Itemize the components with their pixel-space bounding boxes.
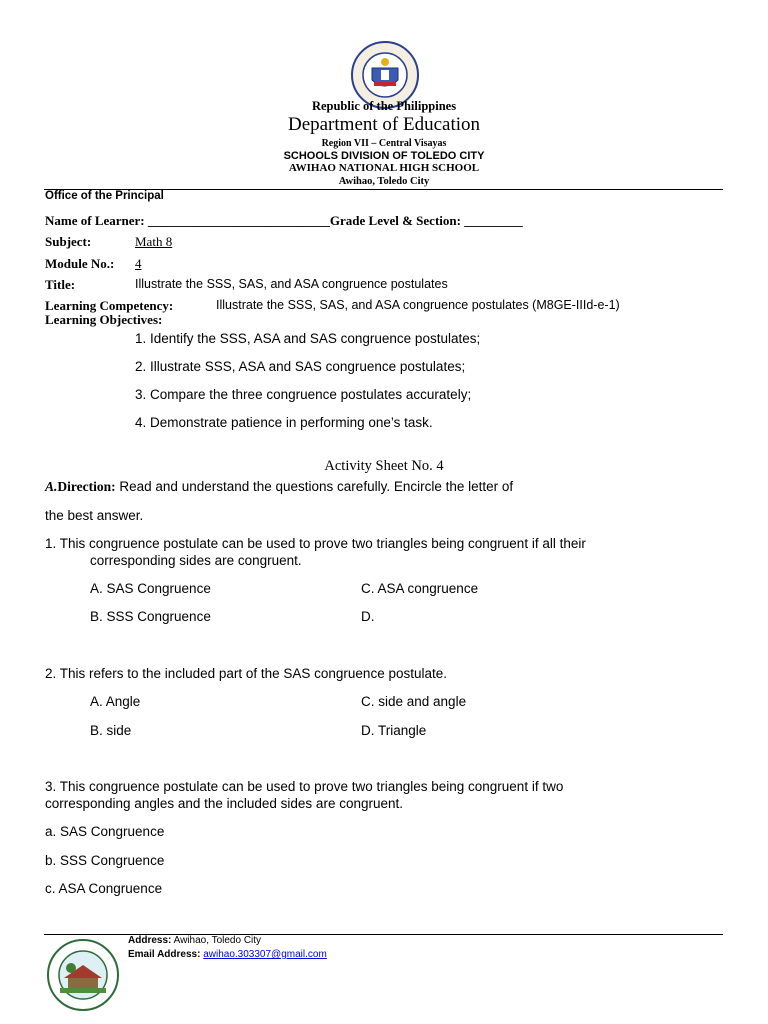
header-location: Awihao, Toledo City (338, 176, 430, 187)
competency-value: Illustrate the SSS, SAS, and ASA congruence postulates (M8GE-IIId-e-1) (216, 298, 620, 312)
name-label: Name of Learner: (45, 213, 145, 228)
module-label: Module No.: (45, 256, 115, 271)
grade-label: Grade Level & Section: (329, 213, 461, 228)
competency-label: Learning Competency: (45, 298, 174, 313)
direction-label: Direction: (57, 479, 116, 494)
header-republic: Republic of the Philippines (311, 99, 457, 113)
objective-item: 4. Demonstrate patience in performing one’s task. (135, 415, 433, 430)
question-3-choice-c[interactable]: c. ASA Congruence (45, 881, 163, 896)
school-seal (46, 938, 120, 1012)
header-school: AWIHAO NATIONAL HIGH SCHOOL (288, 162, 480, 174)
question-1-line1: 1. This congruence postulate can be used to prove two triangles being congruent if all their (45, 536, 586, 551)
question-3-choice-a[interactable]: a. SAS Congruence (45, 824, 165, 839)
email-line (128, 949, 327, 960)
direction-letter: A. (45, 479, 58, 494)
objective-item: 2. Illustrate SSS, ASA and SAS congruence postulates; (135, 359, 466, 374)
question-2-line1: 2. This refers to the included part of the SAS congruence postulate. (45, 666, 447, 681)
activity-title: Activity Sheet No. 4 (324, 458, 444, 474)
direction-line (45, 478, 513, 495)
question-2-choice-b[interactable]: B. side (90, 723, 132, 738)
objectives-label: Learning Objectives: (45, 312, 163, 327)
question-3-line2: corresponding angles and the included sides are congruent. (45, 796, 403, 811)
question-1-choice-b[interactable]: B. SSS Congruence (90, 609, 211, 624)
direction-text: Read and understand the questions carefully. Encircle the letter of (119, 479, 514, 494)
address-value: Awihao, Toledo City (173, 935, 262, 946)
question-1-choice-a[interactable]: A. SAS Congruence (90, 581, 211, 596)
office-label: Office of the Principal (45, 190, 164, 202)
address-label: Address: (128, 935, 172, 946)
question-2-choice-d[interactable]: D. Triangle (361, 723, 427, 738)
header-region: Region VII – Central Visayas (321, 138, 447, 149)
module-value: 4 (135, 256, 142, 271)
title-label: Title: (45, 277, 76, 292)
address-line (128, 935, 261, 946)
header-division: SCHOOLS DIVISION OF TOLEDO CITY (283, 150, 485, 162)
name-blank[interactable]: ____________________________ (147, 213, 330, 228)
subject-value: Math 8 (135, 234, 173, 249)
question-1-choice-d[interactable]: D. (361, 609, 375, 624)
objective-item: 1. Identify the SSS, ASA and SAS congruence postulates; (135, 331, 481, 346)
question-3-line1: 3. This congruence postulate can be used to prove two triangles being congruent if two (45, 779, 564, 794)
grade-blank[interactable]: _________ (464, 213, 523, 228)
subject-label: Subject: (45, 234, 92, 249)
question-2-choice-c[interactable]: C. side and angle (361, 694, 467, 709)
question-1-choice-c[interactable]: C. ASA congruence (361, 581, 479, 596)
direction-cont: the best answer. (45, 508, 144, 523)
question-1-line2: corresponding sides are congruent. (90, 553, 302, 568)
email-link[interactable]: awihao.303307@gmail.com (203, 949, 327, 960)
question-3-choice-b[interactable]: b. SSS Congruence (45, 853, 165, 868)
name-row (45, 213, 523, 229)
email-label: Email Address: (128, 949, 201, 960)
header-department: Department of Education (287, 114, 481, 135)
question-2-choice-a[interactable]: A. Angle (90, 694, 141, 709)
title-value: Illustrate the SSS, SAS, and ASA congruence postulates (135, 277, 448, 291)
objective-item: 3. Compare the three congruence postulates accurately; (135, 387, 472, 402)
